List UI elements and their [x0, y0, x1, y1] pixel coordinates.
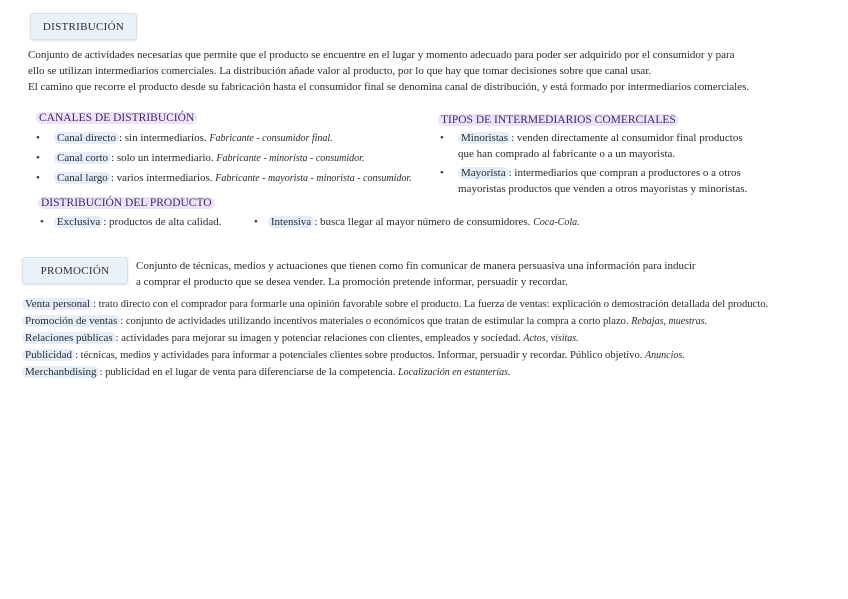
distribucion-intro-line-1: Conjunto de actividades necesarias que permite que el producto se encuentre en el lugar y momento adecuado para poder ser adquirido por el consumidor y para: [28, 49, 735, 61]
producto-example: Coca-Cola.: [533, 217, 580, 228]
promocion-text: : trato directo con el comprador para formarle una opinión favorable sobre el producto. La fuerza de ventas: explicación o demostración detallada del producto.: [93, 299, 769, 310]
promocion-text: : publicidad en el lugar de venta para diferenciarse de la competencia.: [99, 367, 399, 378]
bullet-icon: •: [440, 132, 444, 144]
bullet-icon: •: [440, 167, 444, 179]
canal-text: : varios intermediarios.: [110, 172, 216, 184]
promocion-example: Anuncios.: [645, 350, 685, 361]
promocion-text: : actividades para mejorar su imagen y potenciar relaciones con clientes, empleados y sociedad.: [115, 333, 524, 344]
list-item: [22, 296, 768, 313]
producto-text: : busca llegar al mayor número de consumidores.: [314, 216, 534, 228]
canal-term: Canal directo: [54, 132, 119, 144]
promocion-intro: [136, 258, 816, 290]
list-item: [22, 313, 768, 330]
producto-term: Exclusiva: [54, 216, 103, 228]
canales-heading: [36, 112, 197, 124]
promocion-term: Promoción de ventas: [22, 315, 120, 327]
list-item: [22, 364, 768, 381]
intermediario-line-2: mayoristas productos que venden a otros mayoristas y minoristas.: [458, 183, 748, 195]
producto-text: : productos de alta calidad.: [103, 216, 222, 228]
promocion-list: [22, 296, 768, 381]
list-item: [440, 165, 820, 197]
canales-title: CANALES DE DISTRIBUCIÓN: [36, 112, 197, 124]
promocion-term: Publicidad: [22, 349, 75, 361]
promocion-example: Rebajas, muestras.: [631, 316, 708, 327]
promocion-intro-line-1: Conjunto de técnicas, medios y actuaciones que tienen como fin comunicar de manera persuasiva una información para inducir: [136, 260, 696, 272]
promocion-example: Actos, visitas.: [523, 333, 579, 344]
distribucion-title-tab: [30, 13, 137, 40]
canal-term: Canal largo: [54, 172, 111, 184]
bullet-icon: •: [40, 216, 44, 228]
promocion-term: Relaciones públicas: [22, 332, 116, 344]
distribucion-intro: [28, 47, 828, 95]
intermediario-line-2: que han comprado al fabricante o a un mayorista.: [458, 148, 676, 160]
list-item: [22, 330, 768, 347]
promocion-example: Localización en estanterías.: [398, 367, 511, 378]
promocion-title-tab: [22, 257, 128, 284]
bullet-icon: •: [36, 152, 40, 164]
intermediarios-heading: [438, 114, 679, 126]
canal-example: Fabricante - mayorista - minorista - consumidor.: [215, 173, 412, 184]
promocion-term: Merchanbdising: [22, 366, 99, 378]
canal-example: Fabricante - consumidor final.: [209, 133, 333, 144]
canal-term: Canal corto: [54, 152, 111, 164]
intermediarios-title: TIPOS DE INTERMEDIARIOS COMERCIALES: [438, 114, 679, 126]
intermediario-term: Mayorista: [458, 167, 509, 179]
distribucion-intro-line-3: El camino que recorre el producto desde su fabricación hasta el consumidor final se denomina canal de distribución, y está formado por intermediarios comerciales.: [28, 81, 750, 93]
intermediario-line-1: : venden directamente al consumidor final productos: [511, 132, 743, 144]
distribucion-title: DISTRIBUCIÓN: [42, 21, 125, 33]
canal-text: : sin intermediarios.: [118, 132, 210, 144]
promocion-title: PROMOCIÓN: [40, 265, 110, 277]
intermediario-term: Minoristas: [458, 132, 511, 144]
canal-text: : solo un intermediario.: [111, 152, 217, 164]
bullet-icon: •: [36, 132, 40, 144]
producto-item-intensiva: [254, 214, 580, 231]
list-item: [22, 347, 768, 364]
list-item: [36, 170, 436, 187]
intermediario-line-1: : intermediarios que compran a productores o a otros: [508, 167, 741, 179]
distribucion-intro-line-2: ello se utilizan intermediarios comerciales. La distribución añade valor al producto, por lo que hay que tomar decisiones sobre que canal usar.: [28, 65, 652, 77]
list-item: [36, 130, 436, 147]
promocion-text: : conjunto de actividades utilizando incentivos materiales o económicos que tratan de estimular la compra a corto plazo.: [120, 316, 632, 327]
producto-term: Intensiva: [268, 216, 314, 228]
list-item: [36, 150, 436, 167]
promocion-text: : técnicas, medios y actividades para informar a potenciales clientes sobre productos. Informar, persuadir y recordar. Público objetivo.: [75, 350, 646, 361]
intermediarios-list: [440, 130, 820, 200]
producto-item-exclusiva: [40, 214, 221, 230]
bullet-icon: •: [36, 172, 40, 184]
bullet-icon: •: [254, 216, 258, 228]
producto-title: DISTRIBUCIÓN DEL PRODUCTO: [38, 197, 215, 209]
promocion-intro-line-2: a comprar el producto que se desea vender. La promoción pretende informar, persuadir y recordar.: [136, 276, 568, 288]
list-item: [440, 130, 820, 162]
producto-heading: [38, 197, 215, 209]
canal-example: Fabricante - minorista - consumidor.: [216, 153, 365, 164]
promocion-term: Venta personal: [22, 298, 93, 310]
canales-list: [36, 130, 436, 190]
